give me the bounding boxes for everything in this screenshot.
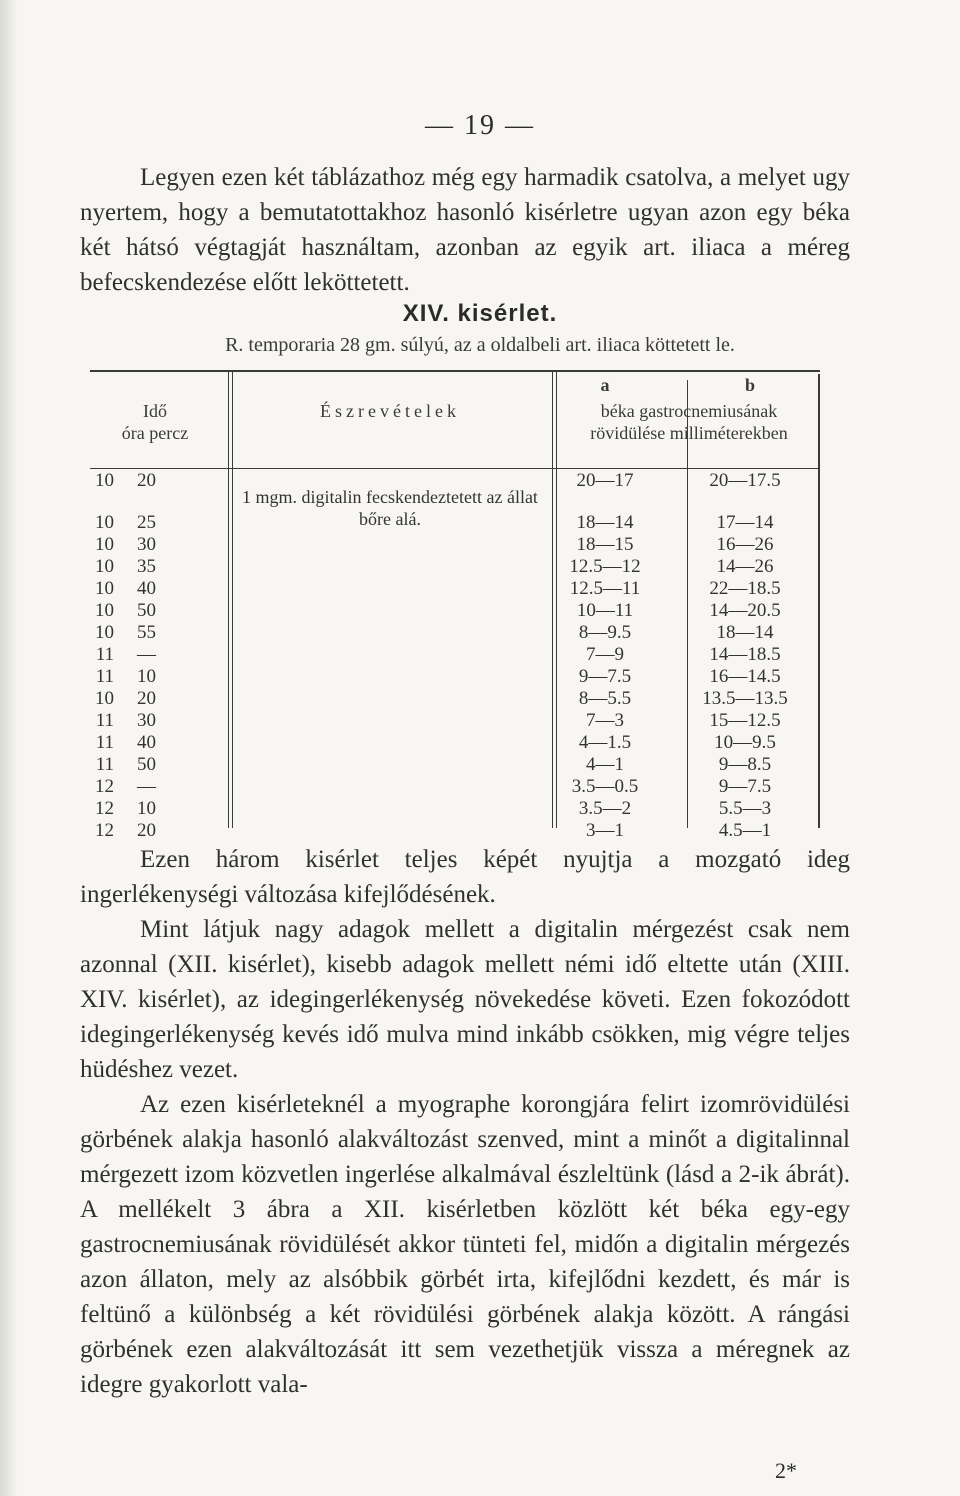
time-hour-cell: 10 (95, 556, 114, 577)
time-minute-cell: — (137, 644, 156, 665)
time-minute-cell: 30 (137, 534, 156, 555)
table-row (90, 732, 820, 754)
table-row (90, 622, 820, 644)
paragraph-1: Ezen három kisérlet teljes képét nyujtja a mozgató ideg ingerlékenységi változása kifejlődésének. (80, 846, 850, 908)
shortening-b-cell: 9—8.5 (718, 754, 772, 775)
table-row (90, 556, 820, 578)
time-hour-cell: 11 (95, 732, 114, 753)
time-hour-cell: 12 (95, 798, 114, 819)
time-minute-cell: 20 (137, 688, 156, 709)
table-row (90, 666, 820, 688)
time-hour-cell: 12 (95, 776, 114, 797)
time-hour-cell: 10 (95, 512, 114, 533)
time-hour-cell: 10 (95, 688, 114, 709)
header-col-a: a (600, 375, 610, 395)
shortening-a-cell: 12.5—12 (569, 556, 641, 577)
paragraph-2: Mint látjuk nagy adagok mellett a digitalin mérgezést csak nem azonnal (XII. kisérlet), kisebb adagok mellett némi idő eltette után (XIII. XIV. kisérlet), az idegingerlékenység növekedése követi. Ezen fokozódott idegingerlékenység kevés idő mulva mind inkább csökken, mig végre teljes hüdéshez vezet. (80, 916, 850, 1083)
table-row (90, 534, 820, 556)
time-minute-cell: 35 (137, 556, 156, 577)
intro-paragraph: Legyen ezen két táblázathoz még egy harmadik csatolva, a melyet ugy nyertem, hogy a bemutatottakhoz hasonló kisérletre ugyan azon egy béka két hátsó végtagját használtam, azonban az egyik art. iliaca a méreg befecskendezése előtt leköttetett. (80, 164, 850, 296)
injection-note: 1 mgm. digitalin fecskendeztetett az állat bőre alá. (242, 487, 538, 529)
page-number: — 19 — (425, 110, 535, 141)
shortening-b-cell: 20—17.5 (709, 470, 781, 491)
table-row (90, 512, 820, 534)
table-row (90, 776, 820, 798)
shortening-b-cell: 15—12.5 (709, 710, 781, 731)
table-row (90, 600, 820, 622)
shortening-a-cell: 8—5.5 (578, 688, 632, 709)
time-hour-cell: 12 (95, 820, 114, 841)
shortening-a-cell: 18—14 (576, 512, 634, 533)
shortening-b-cell: 4.5—1 (718, 820, 772, 841)
table-row (90, 644, 820, 666)
header-shortening: béka gastrocnemiusának rövidülése milliméterekben (590, 401, 788, 443)
shortening-a-cell: 3—1 (586, 820, 624, 841)
shortening-b-cell: 5.5—3 (718, 798, 772, 819)
shortening-b-cell: 22—18.5 (709, 578, 781, 599)
header-observations: Észrevételek (320, 401, 460, 421)
shortening-b-cell: 13.5—13.5 (702, 688, 788, 709)
shortening-b-cell: 18—14 (716, 622, 774, 643)
header-col-b: b (744, 375, 755, 395)
shortening-b-cell: 17—14 (716, 512, 774, 533)
shortening-b-cell: 16—14.5 (709, 666, 781, 687)
signature-mark: 2* (775, 1458, 797, 1483)
shortening-b-cell: 14—18.5 (709, 644, 781, 665)
time-minute-cell: 40 (137, 732, 156, 753)
time-hour-cell: 10 (95, 470, 114, 491)
time-minute-cell: 20 (137, 470, 156, 491)
time-hour-cell: 10 (95, 578, 114, 599)
table-top-rule (90, 370, 820, 372)
time-hour-cell: 10 (95, 622, 114, 643)
time-minute-cell: 30 (137, 710, 156, 731)
shortening-a-cell: 4—1.5 (578, 732, 632, 753)
shortening-a-cell: 3.5—0.5 (571, 776, 639, 797)
shortening-b-cell: 14—26 (716, 556, 774, 577)
shortening-b-cell: 16—26 (716, 534, 774, 555)
time-minute-cell: 40 (137, 578, 156, 599)
time-minute-cell: 50 (137, 754, 156, 775)
table-header-rule (90, 468, 820, 469)
table-row (90, 578, 820, 600)
shortening-a-cell: 7—3 (586, 710, 624, 731)
time-hour-cell: 11 (95, 754, 114, 775)
time-hour-cell: 11 (95, 644, 114, 665)
shortening-a-cell: 7—9 (586, 644, 624, 665)
table-row (90, 798, 820, 820)
time-minute-cell: 25 (137, 512, 156, 533)
table-row (90, 688, 820, 710)
table-row (90, 820, 820, 842)
time-minute-cell: 10 (137, 798, 156, 819)
header-time: Idő óra percz (121, 401, 189, 443)
time-hour-cell: 11 (95, 666, 114, 687)
results-table (90, 370, 820, 841)
shortening-a-cell: 4—1 (586, 754, 624, 775)
time-hour-cell: 10 (95, 534, 114, 555)
shortening-b-cell: 9—7.5 (718, 776, 772, 797)
table-row (90, 754, 820, 776)
shortening-b-cell: 14—20.5 (709, 600, 781, 621)
experiment-title: XIV. kisérlet. (402, 300, 558, 327)
paragraph-3: Az ezen kisérleteknél a myographe korongjára felirt izomrövidülési görbének alakja hasonló alakváltozást szenved, mint a minőt a digitalinnal mérgezett izom közvetlen ingerlése alkalmával észleltünk (lásd a 2-ik ábrát). A mellékelt 3 ábra a XII. kisérletben közlött két béka egy-egy gastrocnemiusának rövidülését akkor tünteti fel, midőn a digitalin mérgezés azon állaton, mely az alsóbbik görbét irta, kifejlődni kezdett, és már is feltünő a különbség a két rövidülési görbének alakja között. A rángási görbének ezen alakváltozását itt sem vezethetjük vissza a méregnek az idegre gyakorlott vala- (80, 1091, 850, 1398)
time-minute-cell: 10 (137, 666, 156, 687)
page-edge-shadow (0, 0, 18, 1496)
shortening-a-cell: 9—7.5 (578, 666, 632, 687)
time-hour-cell: 11 (95, 710, 114, 731)
experiment-subtitle: R. temporaria 28 gm. súlyú, az a oldalbeli art. iliaca köttetett le. (225, 334, 735, 356)
time-minute-cell: — (137, 776, 156, 797)
time-minute-cell: 20 (137, 820, 156, 841)
shortening-a-cell: 3.5—2 (578, 798, 632, 819)
time-hour-cell: 10 (95, 600, 114, 621)
time-minute-cell: 55 (137, 622, 156, 643)
shortening-a-cell: 8—9.5 (578, 622, 632, 643)
shortening-a-cell: 20—17 (576, 470, 634, 491)
shortening-a-cell: 12.5—11 (569, 578, 641, 599)
time-minute-cell: 50 (137, 600, 156, 621)
shortening-a-cell: 18—15 (576, 534, 634, 555)
shortening-a-cell: 10—11 (576, 600, 634, 621)
table-row (90, 470, 820, 492)
table-row (90, 710, 820, 732)
shortening-b-cell: 10—9.5 (714, 732, 776, 753)
